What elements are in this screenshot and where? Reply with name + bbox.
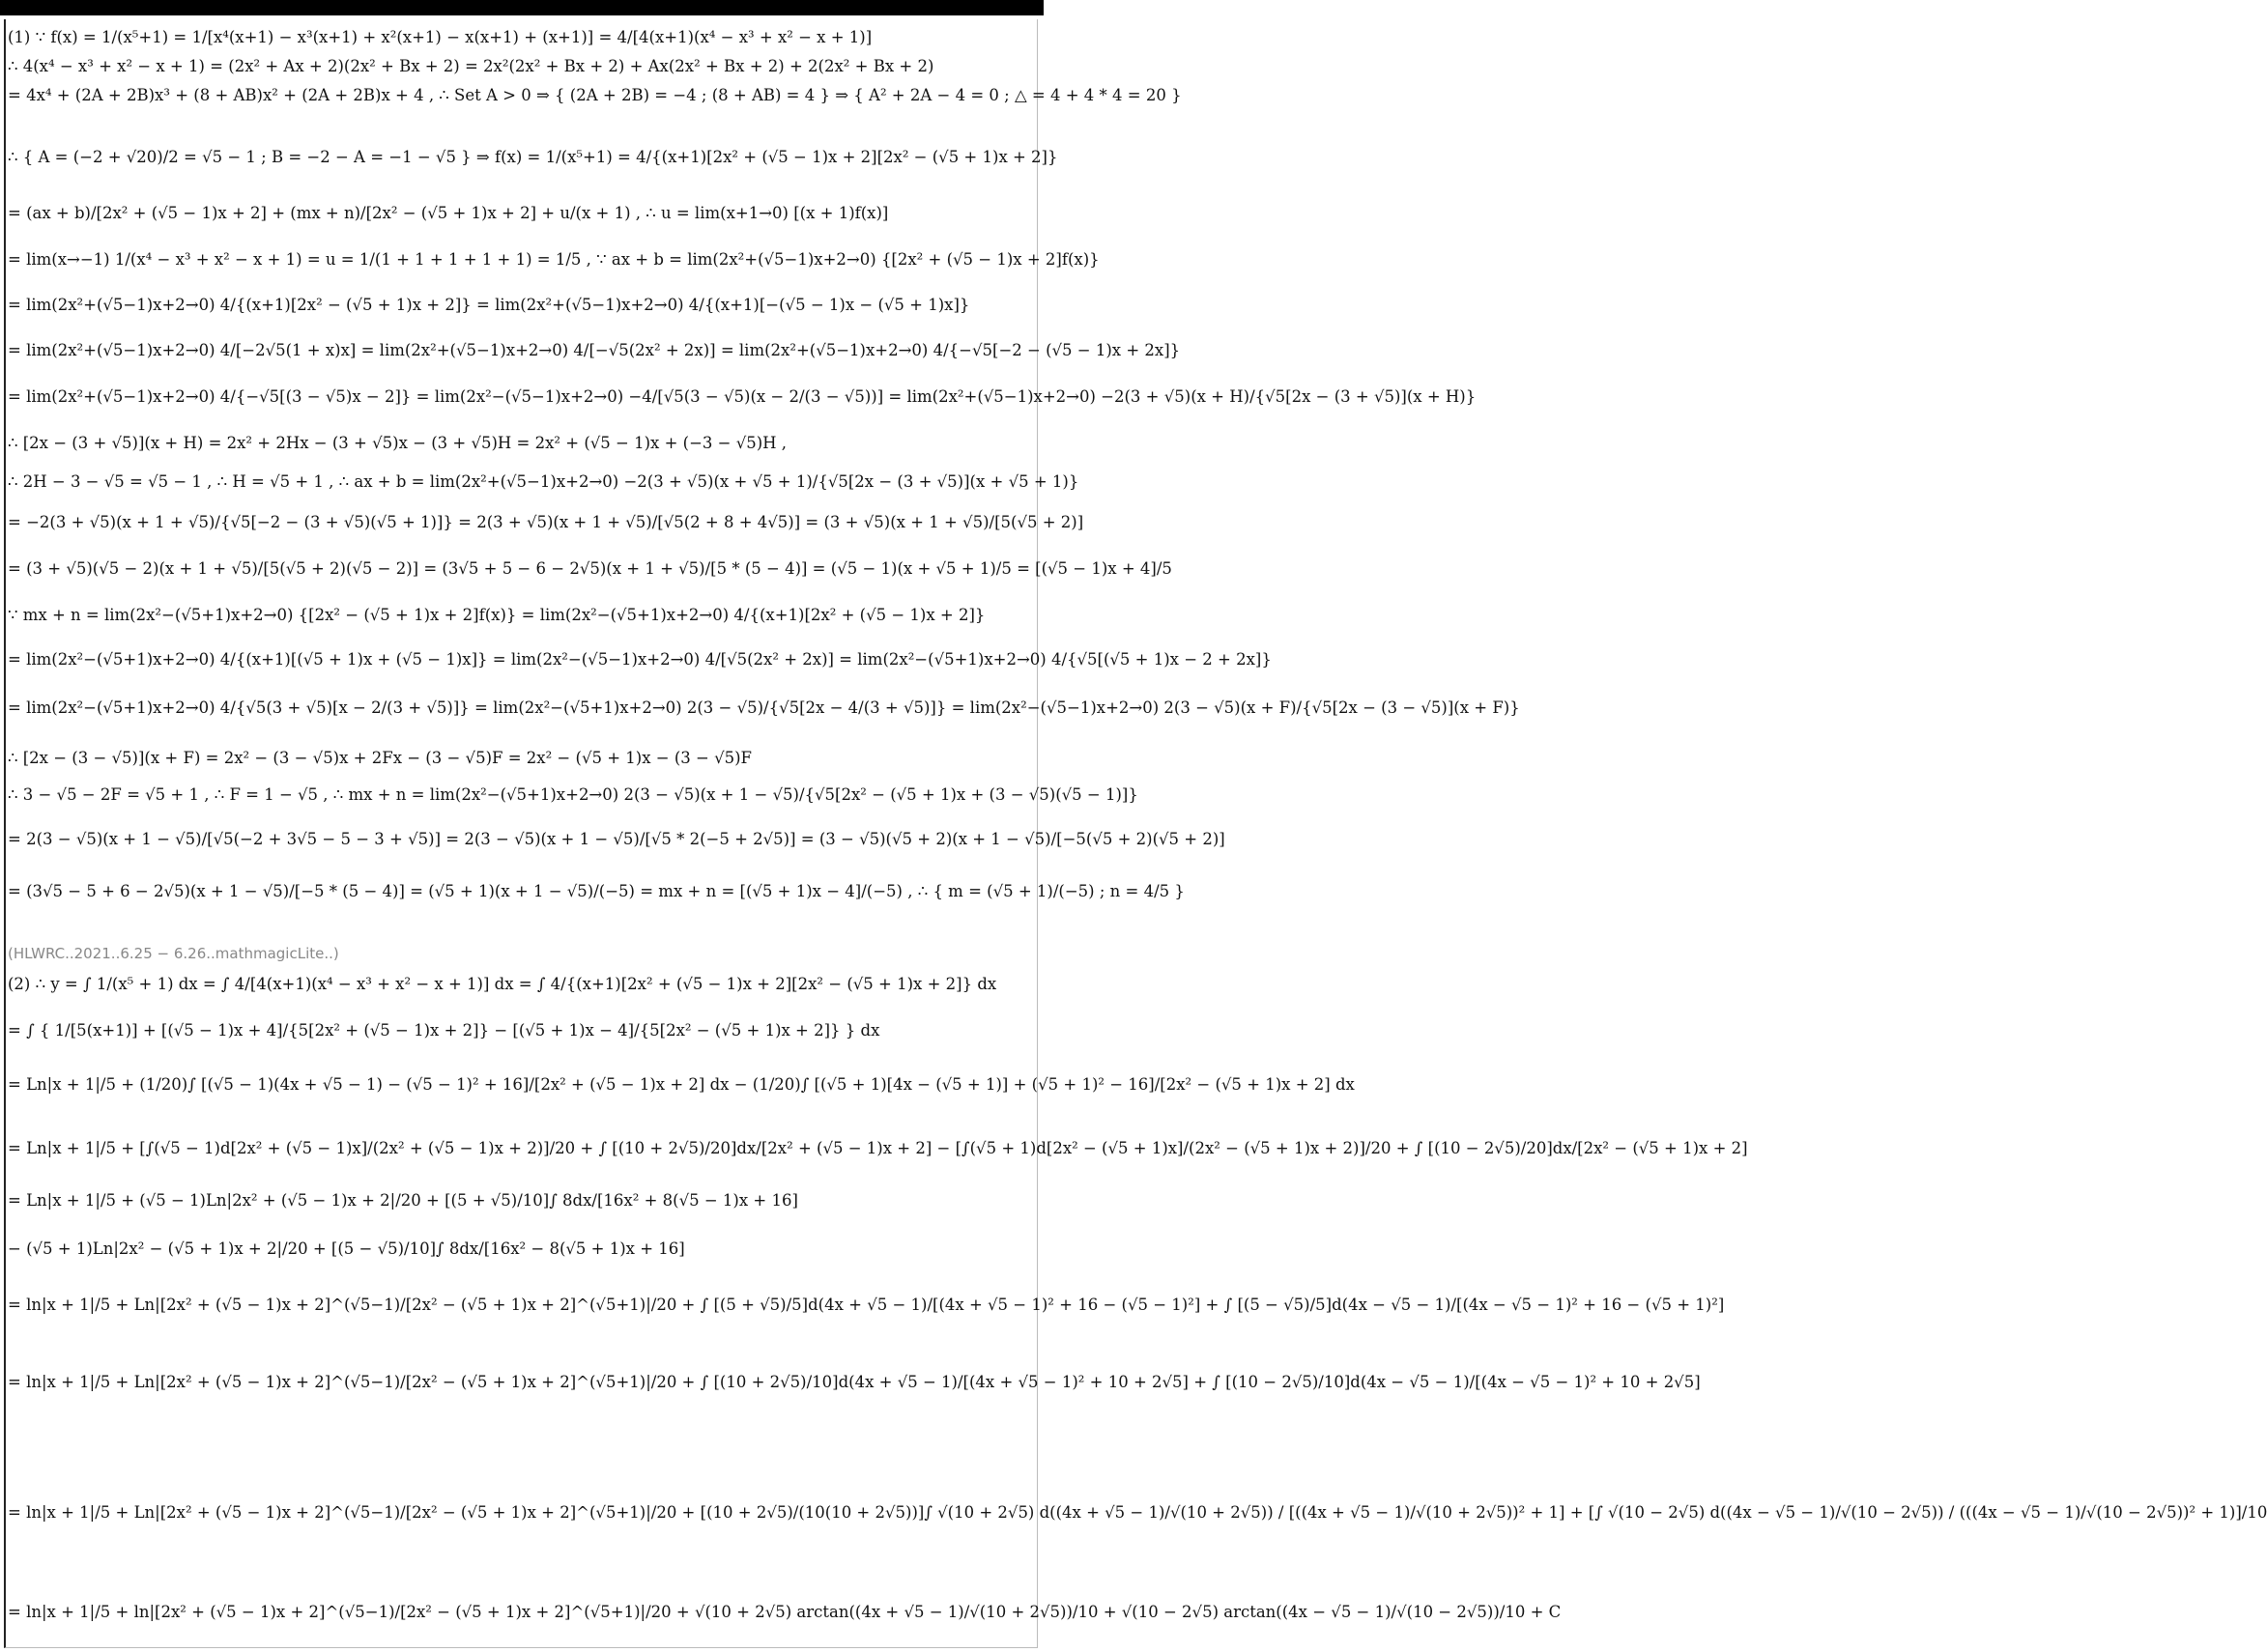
line-p2-02: = ∫ { 1/[5(x+1)] + [(√5 − 1)x + 4]/{5[2x² + (√5 − 1)x + 2]} − [(√5 + 1)x − 4]/{5[2x² − (√5 + 1)x + 2]} } dx: [8, 1021, 880, 1040]
line-p1-11: ∴ 2H − 3 − √5 = √5 − 1 , ∴ H = √5 + 1 , ∴ ax + b = lim(2x²+(√5−1)x+2→0) −2(3 + √5)(x + √5 + 1)/{√5[2x − (3 + √5)](x + √5 + 1)}: [8, 472, 1079, 491]
line-p2-05: = Ln|x + 1|/5 + (√5 − 1)Ln|2x² + (√5 − 1)x + 2|/20 + [(5 + √5)/10]∫ 8dx/[16x² + 8(√5 − 1)x + 16]: [8, 1191, 798, 1210]
line-p2-10: = ln|x + 1|/5 + ln|[2x² + (√5 − 1)x + 2]^(√5−1)/[2x² − (√5 + 1)x + 2]^(√5+1)|/20 + √(10 + 2√5) arctan((4x + √5 − 1)/√(10 + 2√5))/10 + √(10 − 2√5) arctan((4x − √5 − 1)/√(10 − 2√5))/10 + C: [8, 1603, 1562, 1621]
line-p1-02: ∴ 4(x⁴ − x³ + x² − x + 1) = (2x² + Ax + 2)(2x² + Bx + 2) = 2x²(2x² + Bx + 2) + Ax(2x² + Bx + 2) + 2(2x² + Bx + 2): [8, 57, 934, 75]
line-p2-04: = Ln|x + 1|/5 + [∫(√5 − 1)d[2x² + (√5 − 1)x]/(2x² + (√5 − 1)x + 2)]/20 + ∫ [(10 + 2√5)/20]dx/[2x² + (√5 − 1)x + 2] − [∫(√5 + 1)d[2x² − (√5 + 1)x]/(2x² − (√5 + 1)x + 2)]/20 + ∫ [(10 − 2√5)/20]dx/[2x² − (√5 + 1)x + 2]: [8, 1139, 1748, 1157]
line-p1-06: = lim(x→−1) 1/(x⁴ − x³ + x² − x + 1) = u = 1/(1 + 1 + 1 + 1 + 1) = 1/5 , ∵ ax + b = lim(2x²+(√5−1)x+2→0) {[2x² + (√5 − 1)x + 2]f(x)}: [8, 250, 1100, 269]
line-p1-16: = lim(2x²−(√5+1)x+2→0) 4/{√5(3 + √5)[x − 2/(3 + √5)]} = lim(2x²−(√5+1)x+2→0) 2(3 − √5)/{√5[2x − 4/(3 + √5)]} = lim(2x²−(√5−1)x+2→0) 2(3 − √5)(x + F)/{√5[2x − (3 − √5)](x + F)}: [8, 698, 1520, 717]
line-p1-05: = (ax + b)/[2x² + (√5 − 1)x + 2] + (mx + n)/[2x² − (√5 + 1)x + 2] + u/(x + 1) , ∴ u = lim(x+1→0) [(x + 1)f(x)]: [8, 204, 889, 222]
line-p1-13: = (3 + √5)(√5 − 2)(x + 1 + √5)/[5(√5 + 2)(√5 − 2)] = (3√5 + 5 − 6 − 2√5)(x + 1 + √5)/[5 * (5 − 4)] = (√5 − 1)(x + √5 + 1)/5 = [(√5 − 1)x + 4]/5: [8, 559, 1172, 578]
line-p2-09: = ln|x + 1|/5 + Ln|[2x² + (√5 − 1)x + 2]^(√5−1)/[2x² − (√5 + 1)x + 2]^(√5+1)|/20 + [(10 + 2√5)/(10(10 + 2√5))]∫ √(10 + 2√5) d((4x + √5 − 1)/√(10 + 2√5)) / [((4x + √5 − 1)/√(10 + 2√5))² + 1] + [∫ √(10 − 2√5) d((4x − √5 − 1)/√(10 − 2√5)) / (((4x − √5 − 1)/√(10 − 2√5))² + 1)]/10: [8, 1503, 2267, 1522]
line-p1-09: = lim(2x²+(√5−1)x+2→0) 4/{−√5[(3 − √5)x − 2]} = lim(2x²−(√5−1)x+2→0) −4/[√5(3 − √5)(x − 2/(3 − √5))] = lim(2x²+(√5−1)x+2→0) −2(3 + √5)(x + H)/{√5[2x − (3 + √5)](x + H)}: [8, 387, 1477, 406]
line-p1-18: ∴ 3 − √5 − 2F = √5 + 1 , ∴ F = 1 − √5 , ∴ mx + n = lim(2x²−(√5+1)x+2→0) 2(3 − √5)(x + 1 − √5)/{√5[2x² − (√5 + 1)x + (3 − √5)(√5 − 1)]}: [8, 785, 1138, 804]
line-p1-19: = 2(3 − √5)(x + 1 − √5)/[√5(−2 + 3√5 − 5 − 3 + √5)] = 2(3 − √5)(x + 1 − √5)/[√5 * 2(−5 + 2√5)] = (3 − √5)(√5 + 2)(x + 1 − √5)/[−5(√5 + 2)(√5 + 2)]: [8, 830, 1225, 848]
line-p1-01: (1) ∵ f(x) = 1/(x⁵+1) = 1/[x⁴(x+1) − x³(x+1) + x²(x+1) − x(x+1) + (x+1)] = 4/[4(x+1)(x⁴ − x³ + x² − x + 1)]: [8, 28, 873, 46]
line-p2-08: = ln|x + 1|/5 + Ln|[2x² + (√5 − 1)x + 2]^(√5−1)/[2x² − (√5 + 1)x + 2]^(√5+1)|/20 + ∫ [(10 + 2√5)/10]d(4x + √5 − 1)/[(4x + √5 − 1)² + 10 + 2√5] + ∫ [(10 − 2√5)/10]d(4x − √5 − 1)/[(4x − √5 − 1)² + 10 + 2√5]: [8, 1373, 1701, 1391]
line-p2-07: = ln|x + 1|/5 + Ln|[2x² + (√5 − 1)x + 2]^(√5−1)/[2x² − (√5 + 1)x + 2]^(√5+1)|/20 + ∫ [(5 + √5)/5]d(4x + √5 − 1)/[(4x + √5 − 1)² + 16 − (√5 − 1)²] + ∫ [(5 − √5)/5]d(4x − √5 − 1)/[(4x − √5 − 1)² + 16 − (√5 + 1)²]: [8, 1296, 1725, 1314]
line-p1-07: = lim(2x²+(√5−1)x+2→0) 4/{(x+1)[2x² − (√5 + 1)x + 2]} = lim(2x²+(√5−1)x+2→0) 4/{(x+1)[−(√5 − 1)x − (√5 + 1)x]}: [8, 296, 970, 314]
line-p2-01: (2) ∴ y = ∫ 1/(x⁵ + 1) dx = ∫ 4/[4(x+1)(x⁴ − x³ + x² − x + 1)] dx = ∫ 4/{(x+1)[2x² + (√5 − 1)x + 2][2x² − (√5 + 1)x + 2]} dx: [8, 975, 997, 993]
line-p1-17: ∴ [2x − (3 − √5)](x + F) = 2x² − (3 − √5)x + 2Fx − (3 − √5)F = 2x² − (√5 + 1)x − (3 − √5)F: [8, 749, 752, 767]
line-p1-08: = lim(2x²+(√5−1)x+2→0) 4/[−2√5(1 + x)x] = lim(2x²+(√5−1)x+2→0) 4/[−√5(2x² + 2x)] = lim(2x²+(√5−1)x+2→0) 4/{−√5[−2 − (√5 − 1)x + 2x]}: [8, 341, 1181, 359]
line-p1-12: = −2(3 + √5)(x + 1 + √5)/{√5[−2 − (3 + √5)(√5 + 1)]} = 2(3 + √5)(x + 1 + √5)/[√5(2 + 8 + 4√5)] = (3 + √5)(x + 1 + √5)/[5(√5 + 2)]: [8, 513, 1084, 531]
credit-line: (HLWRC..2021..6.25 − 6.26..mathmagicLite..): [8, 945, 339, 962]
line-p2-03: = Ln|x + 1|/5 + (1/20)∫ [(√5 − 1)(4x + √5 − 1) − (√5 − 1)² + 16]/[2x² + (√5 − 1)x + 2] dx − (1/20)∫ [(√5 + 1)[4x − (√5 + 1)] + (√5 + 1)² − 16]/[2x² − (√5 + 1)x + 2] dx: [8, 1075, 1355, 1094]
line-p1-03: = 4x⁴ + (2A + 2B)x³ + (8 + AB)x² + (2A + 2B)x + 4 , ∴ Set A > 0 ⇒ { (2A + 2B) = −4 ; (8 + AB) = 4 } ⇒ { A² + 2A − 4 = 0 ; △ = 4 + 4 * 4 = 20 }: [8, 86, 1182, 104]
line-p1-15: = lim(2x²−(√5+1)x+2→0) 4/{(x+1)[(√5 + 1)x + (√5 − 1)x]} = lim(2x²−(√5−1)x+2→0) 4/[√5(2x² + 2x)] = lim(2x²−(√5+1)x+2→0) 4/{√5[(√5 + 1)x − 2 + 2x]}: [8, 650, 1272, 669]
line-p1-10: ∴ [2x − (3 + √5)](x + H) = 2x² + 2Hx − (3 + √5)x − (3 + √5)H = 2x² + (√5 − 1)x + (−3 − √5)H ,: [8, 434, 788, 452]
line-p1-20: = (3√5 − 5 + 6 − 2√5)(x + 1 − √5)/[−5 * (5 − 4)] = (√5 + 1)(x + 1 − √5)/(−5) = mx + n = [(√5 + 1)x − 4]/(−5) , ∴ { m = (√5 + 1)/(−5) ; n = 4/5 }: [8, 882, 1185, 900]
line-p1-04: ∴ { A = (−2 + √20)/2 = √5 − 1 ; B = −2 − A = −1 − √5 } ⇒ f(x) = 1/(x⁵+1) = 4/{(x+1)[2x² + (√5 − 1)x + 2][2x² − (√5 + 1)x + 2]}: [8, 148, 1058, 166]
line-p2-06: − (√5 + 1)Ln|2x² − (√5 + 1)x + 2|/20 + [(5 − √5)/10]∫ 8dx/[16x² − 8(√5 + 1)x + 16]: [8, 1239, 685, 1258]
line-p1-14: ∵ mx + n = lim(2x²−(√5+1)x+2→0) {[2x² − (√5 + 1)x + 2]f(x)} = lim(2x²−(√5+1)x+2→0) 4/{(x+1)[2x² + (√5 − 1)x + 2]}: [8, 606, 986, 624]
